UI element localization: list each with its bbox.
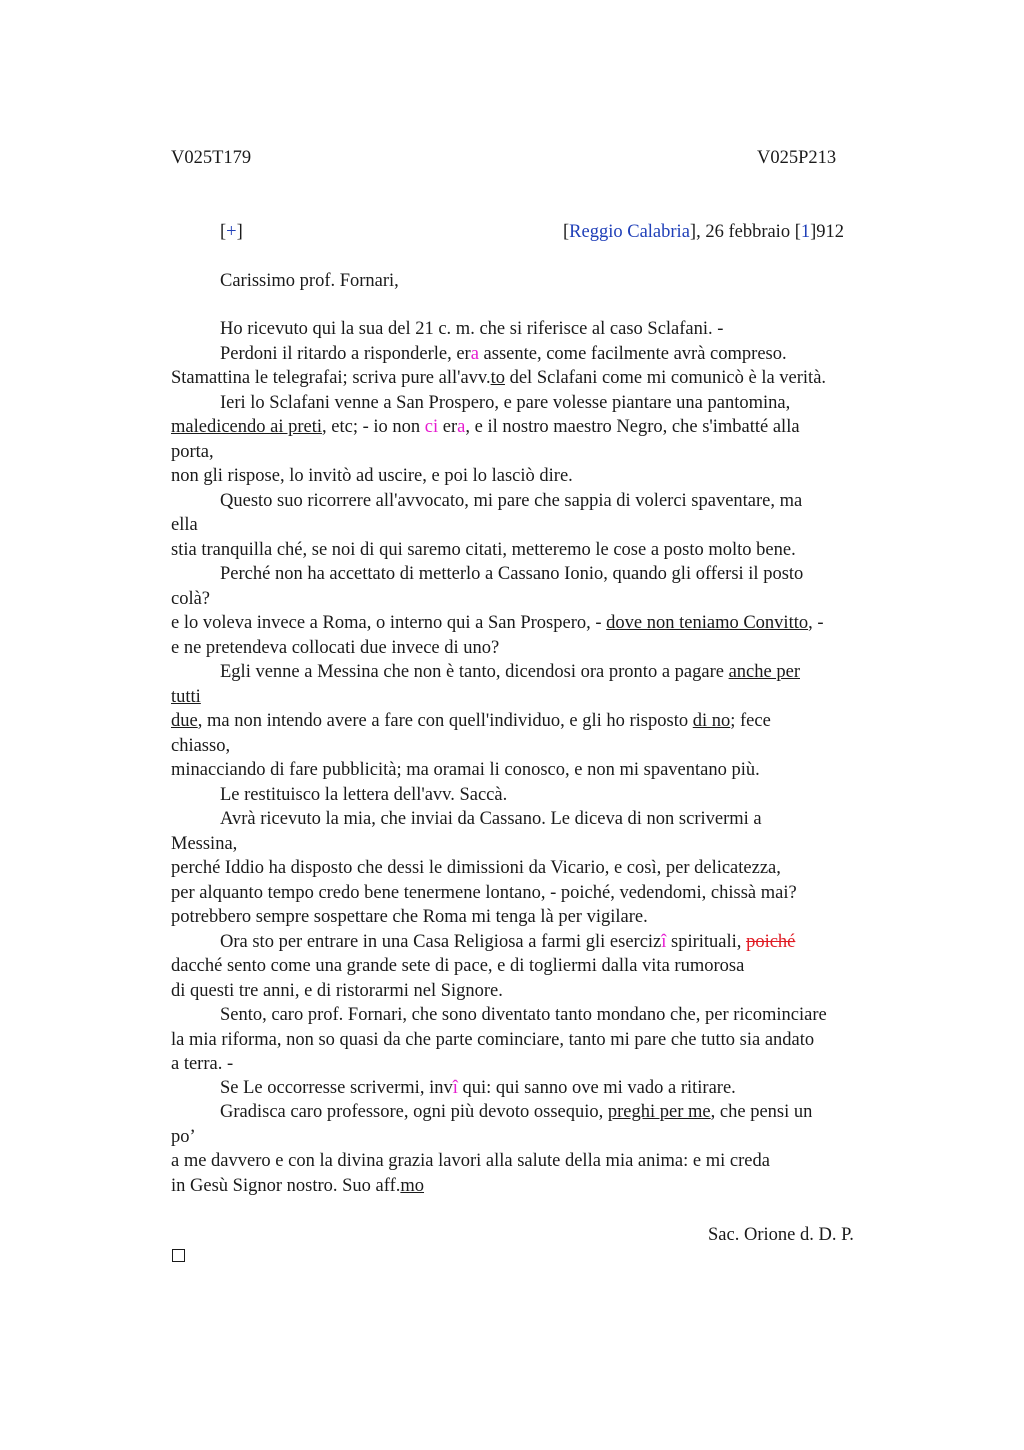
insertion: î xyxy=(661,932,667,952)
insertion: î xyxy=(452,1078,458,1098)
body-line: Questo suo ricorrere all'avvocato, mi pare che sappia di volerci spaventare, ma xyxy=(220,491,803,511)
editorial-marker xyxy=(220,220,243,244)
year-rest: ]912 xyxy=(810,222,845,242)
body-line: Le restituisco la lettera dell'avv. Saccà. xyxy=(220,785,508,805)
body-line: stia tranquilla ché, se noi di qui saremo citati, metteremo le cose a posto molto bene. xyxy=(171,540,796,560)
text-run: , che pensi un xyxy=(710,1102,813,1122)
underlined-text: dove non teniamo Convitto xyxy=(606,613,809,633)
text-run: qui: qui sanno ove mi vado a ritirare. xyxy=(457,1078,736,1098)
underlined-text: di no xyxy=(692,711,731,731)
body-line: e ne pretendeva collocati due invece di uno? xyxy=(171,638,500,658)
text-run: Ora sto per entrare in una Casa Religiosa a farmi gli eserciz xyxy=(220,932,662,952)
year-digit: 1 xyxy=(800,222,811,242)
body-line xyxy=(220,342,787,366)
body-line: la mia riforma, non so quasi da che parte cominciare, tanto mi pare che tutto sia andato xyxy=(171,1030,815,1050)
insertion: a xyxy=(457,417,466,437)
date-text: ], 26 febbraio [ xyxy=(689,222,801,242)
deleted-text: poiché xyxy=(746,932,796,952)
text-run: spirituali, xyxy=(666,932,747,952)
text-run: del Sclafani come mi comunicò è la verità. xyxy=(504,368,827,388)
body-line: Ieri lo Sclafani venne a San Prospero, e pare volesse piantare una pantomina, xyxy=(220,393,791,413)
insertion: ci xyxy=(424,417,439,437)
underlined-text: due xyxy=(171,711,198,731)
body-line: porta, xyxy=(171,442,214,462)
bracket: [ xyxy=(563,222,570,242)
body-line: per alquanto tempo credo bene tenermene lontano, - poiché, vedendomi, chissà mai? xyxy=(171,883,797,903)
body-line: perché Iddio ha disposto che dessi le dimissioni da Vicario, e così, per delicatezza, xyxy=(171,858,781,878)
body-line: colà? xyxy=(171,589,211,609)
body-line xyxy=(220,1076,736,1100)
body-line xyxy=(220,930,795,954)
text-run: Perdoni il ritardo a risponderle, er xyxy=(220,344,471,364)
end-square-icon xyxy=(172,1249,185,1262)
insertion: a xyxy=(470,344,479,364)
text-run: , e il nostro maestro Negro, che s'imbatté alla xyxy=(465,417,800,437)
body-line: a terra. - xyxy=(171,1054,234,1074)
underlined-text: preghi per me xyxy=(607,1102,711,1122)
bracket: ] xyxy=(236,222,243,242)
body-line: di questi tre anni, e di ristorarmi nel Signore. xyxy=(171,981,503,1001)
text-run: Gradisca caro professore, ogni più devoto ossequio, xyxy=(220,1102,608,1122)
text-run: ; fece xyxy=(730,711,771,731)
text-run: Stamattina le telegrafai; scriva pure all'avv. xyxy=(171,368,491,388)
body-line: tutti xyxy=(171,687,201,707)
signature: Sac. Orione d. D. P. xyxy=(708,1225,854,1245)
body-line xyxy=(171,1174,424,1198)
text-run: Se Le occorresse scrivermi, inv xyxy=(220,1078,453,1098)
text-run: Egli venne a Messina che non è tanto, dicendosi ora pronto a pagare xyxy=(220,662,729,682)
body-line xyxy=(220,660,800,684)
text-run: e lo voleva invece a Roma, o interno qui a San Prospero, - xyxy=(171,613,607,633)
body-line xyxy=(171,709,771,733)
editorial-plus: + xyxy=(226,222,237,242)
salutation: Carissimo prof. Fornari, xyxy=(220,271,399,291)
underlined-text: anche per xyxy=(728,662,800,682)
text-run: , etc; - io non xyxy=(322,417,425,437)
text-run: , ma non intendo avere a fare con quell'individuo, e gli ho risposto xyxy=(197,711,693,731)
body-line xyxy=(171,415,800,439)
text-run: er xyxy=(438,417,458,437)
body-line: Messina, xyxy=(171,834,238,854)
body-line: Perché non ha accettato di metterlo a Cassano Ionio, quando gli offersi il posto xyxy=(220,564,804,584)
document-code-right: V025P213 xyxy=(757,148,837,168)
document-code-left: V025T179 xyxy=(171,148,252,168)
text-run: in Gesù Signor nostro. Suo aff. xyxy=(171,1176,401,1196)
body-line: minacciando di fare pubblicità; ma oramai li conosco, e non mi spaventano più. xyxy=(171,760,760,780)
underlined-text: mo xyxy=(400,1176,425,1196)
body-line: ella xyxy=(171,515,198,535)
body-line: Sento, caro prof. Fornari, che sono diventato tanto mondano che, per ricominciare xyxy=(220,1005,827,1025)
body-line: dacché sento come una grande sete di pace, e di togliermi dalla vita rumorosa xyxy=(171,956,745,976)
body-line: non gli rispose, lo invitò ad uscire, e poi lo lasciò dire. xyxy=(171,466,573,486)
body-line: Ho ricevuto qui la sua del 21 c. m. che si riferisce al caso Sclafani. - xyxy=(220,319,724,339)
text-run: assente, come facilmente avrà compreso. xyxy=(478,344,787,364)
body-line: a me davvero e con la divina grazia lavori alla salute della mia anima: e mi creda xyxy=(171,1151,770,1171)
text-run: , - xyxy=(808,613,824,633)
body-line: po’ xyxy=(171,1127,196,1147)
place-name: Reggio Calabria xyxy=(569,222,690,242)
body-line: potrebbero sempre sospettare che Roma mi tenga là per vigilare. xyxy=(171,907,648,927)
underlined-text: to xyxy=(490,368,505,388)
underlined-text: maledicendo ai preti xyxy=(171,417,323,437)
body-line xyxy=(171,366,826,390)
body-line: Avrà ricevuto la mia, che inviai da Cassano. Le diceva di non scrivermi a xyxy=(220,809,762,829)
body-line: chiasso, xyxy=(171,736,231,756)
body-line xyxy=(171,611,824,635)
bracket: [ xyxy=(220,222,227,242)
body-line xyxy=(220,1100,812,1124)
dateline xyxy=(563,220,844,244)
